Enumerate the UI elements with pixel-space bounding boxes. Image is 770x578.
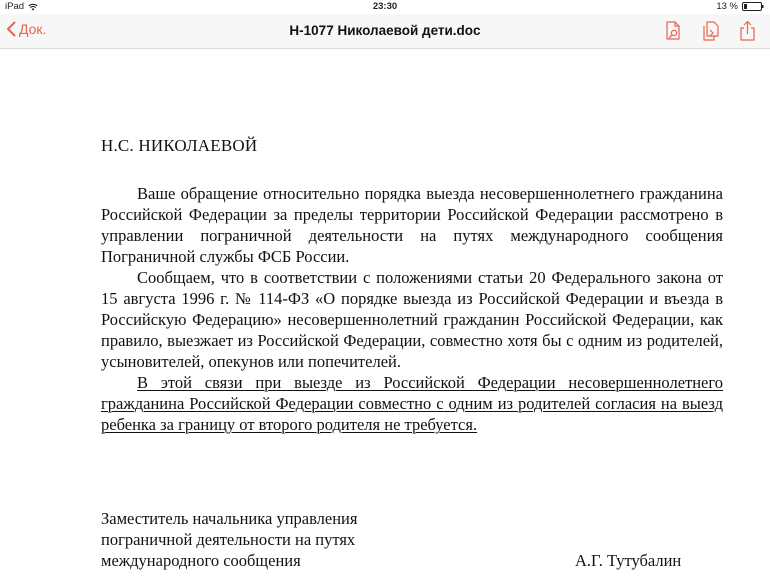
share-icon[interactable] (737, 20, 758, 42)
signer-title-line3: международного сообщения (101, 551, 301, 570)
device-label: iPad (5, 1, 25, 12)
nav-bar (0, 14, 770, 49)
document-body (101, 183, 723, 435)
addressee: Н.С. НИКОЛАЕВОЙ (101, 136, 258, 155)
document-title: Н-1077 Николаевой дети.doc (289, 23, 481, 38)
back-label: Док. (19, 21, 47, 37)
paragraph-conclusion: В этой связи при выезде из Российской Федерации несовершеннолетнего гражданина Российской Федерации совместно с одним из родителей согласия на выезд ребенка за границу от второго родителя не требуется. (101, 373, 723, 434)
signer-title-line2: пограничной деятельности на путях (101, 530, 356, 549)
signature-block (101, 508, 401, 571)
status-right (716, 1, 764, 12)
paragraph-law: Сообщаем, что в соответствии с положениями статьи 20 Федерального закона от 15 августа 1996 г. № 114-ФЗ «О порядке выезда из Российской Федерации и въезда в Российскую Федерацию» несовершеннолетний гражданин Российской Федерации, как правило, выезжает из Российской Федерации, совместно хотя бы с одним из родителей, усыновителей, опекунов или попечителей. (101, 268, 723, 371)
document-search-icon[interactable] (663, 20, 684, 42)
copy-document-icon[interactable] (700, 20, 721, 42)
status-bar (0, 0, 770, 14)
signer-name: А.Г. Тутубалин (575, 551, 682, 570)
paragraph-appeal: Ваше обращение относительно порядка выезда несовершеннолетнего гражданина Российской Федерации за пределы территории Российской Федерации рассмотрено в управлении пограничной деятельности на путях международного сообщения Пограничной службы ФСБ России. (101, 184, 723, 266)
signer-title-line1: Заместитель начальника управления (101, 509, 358, 528)
battery-percent: 13 % (716, 1, 738, 12)
nav-actions (663, 20, 758, 42)
status-time: 23:30 (372, 1, 398, 12)
battery-icon (742, 2, 764, 11)
